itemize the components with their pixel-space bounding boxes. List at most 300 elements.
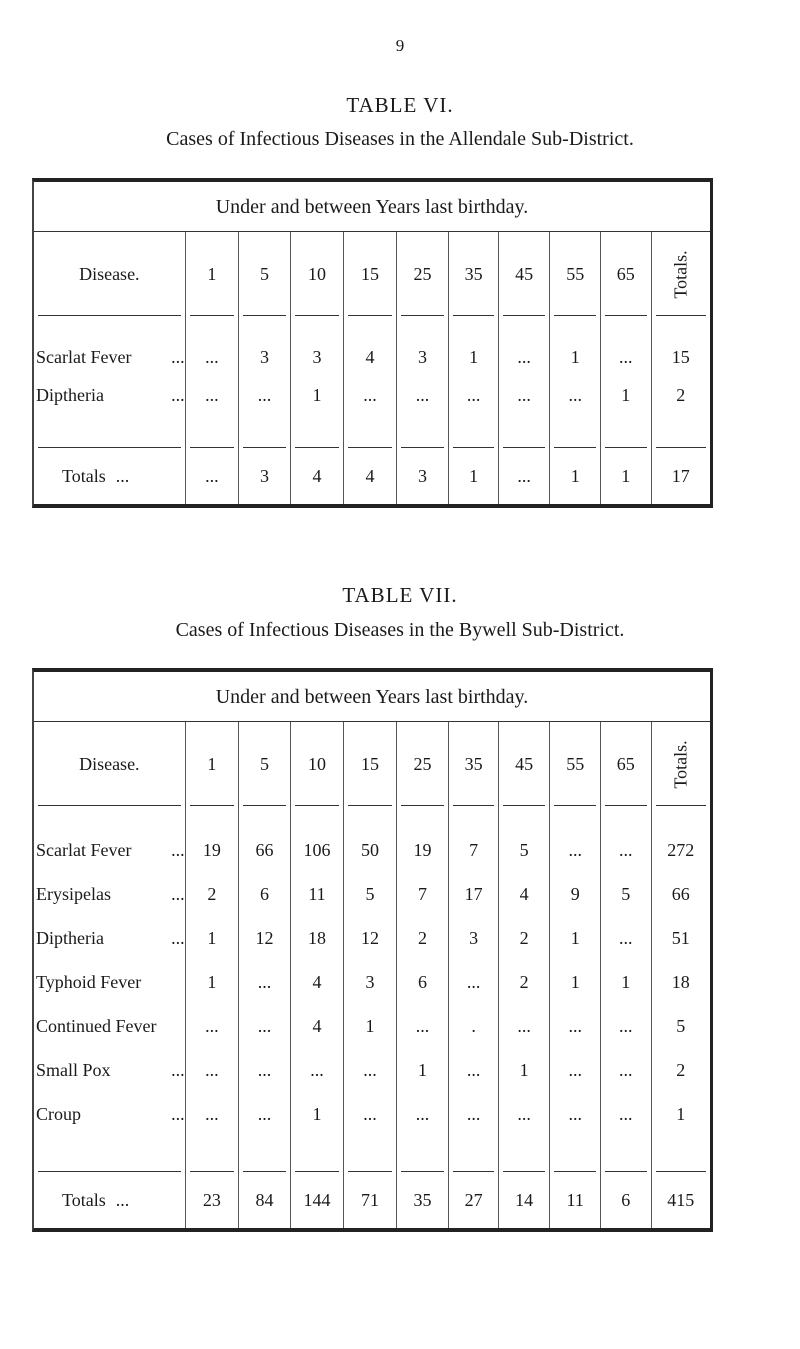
cell-value: 1 <box>469 346 479 367</box>
totals-cell <box>601 1172 651 1228</box>
cell-value: 18 <box>307 927 326 948</box>
table-cell <box>291 1092 344 1136</box>
table-cell <box>344 872 396 916</box>
cell-value: 7 <box>469 839 479 860</box>
cell-value: ... <box>257 1059 272 1080</box>
cell-value: 12 <box>361 927 380 948</box>
table-cell <box>550 828 600 872</box>
disease-name <box>34 338 185 376</box>
table6 <box>32 178 713 508</box>
table-cell <box>291 338 344 376</box>
table-cell <box>291 1004 344 1048</box>
disease-name <box>34 960 185 1004</box>
spacer <box>239 316 290 338</box>
cell-value: 2 <box>676 1059 686 1080</box>
cell-value: 66 <box>671 883 690 904</box>
table7-column <box>396 722 449 1228</box>
table7-header-label: 65 <box>616 753 635 774</box>
spacer <box>449 316 498 338</box>
cell-value: ... <box>618 839 633 860</box>
spacer <box>449 414 498 448</box>
leader-dots: ... <box>171 839 185 860</box>
total-value: 4 <box>365 465 375 486</box>
cell-value: 66 <box>255 839 274 860</box>
table6-column-header <box>499 232 550 316</box>
table-cell <box>186 828 239 872</box>
cell-value: ... <box>363 384 377 405</box>
cell-value: ... <box>517 1015 531 1036</box>
totals-rule <box>605 447 647 448</box>
total-value: 35 <box>413 1189 432 1210</box>
spacer <box>397 316 449 338</box>
total-value: 17 <box>671 465 690 486</box>
table-cell <box>652 872 710 916</box>
table-cell <box>186 960 239 1004</box>
table-cell <box>397 872 449 916</box>
table-cell <box>499 376 550 414</box>
cell-value: ... <box>618 927 633 948</box>
totals-text: Totals <box>62 465 106 486</box>
cell-value: 12 <box>255 927 274 948</box>
table-cell <box>397 1048 449 1092</box>
table6-header-label: 1 <box>207 263 217 284</box>
table6-column <box>290 232 344 504</box>
totals-cell <box>601 448 651 504</box>
table-cell <box>499 338 550 376</box>
table-cell <box>652 916 710 960</box>
table-cell <box>652 1048 710 1092</box>
total-value: 14 <box>515 1189 534 1210</box>
table6-column <box>238 232 290 504</box>
header-rule <box>503 805 546 806</box>
table-cell <box>344 376 396 414</box>
table-cell <box>449 960 498 1004</box>
table6-column-header <box>291 232 344 316</box>
total-value: 1 <box>570 465 580 486</box>
table-cell <box>344 916 396 960</box>
table-cell <box>652 828 710 872</box>
cell-value: 15 <box>671 346 690 367</box>
cell-value: 19 <box>413 839 432 860</box>
cell-value: 3 <box>312 346 322 367</box>
disease-label: Small Pox <box>36 1059 111 1080</box>
header-rule <box>348 315 392 316</box>
header-rule <box>605 805 647 806</box>
table-cell <box>601 1092 651 1136</box>
table-cell <box>499 960 550 1004</box>
totals-cell <box>344 448 396 504</box>
table-cell <box>499 1048 550 1092</box>
page-number: 9 <box>395 36 405 55</box>
cell-value: ... <box>618 1103 633 1124</box>
spacer <box>601 414 651 448</box>
cell-value: ... <box>205 384 219 405</box>
totals-cell <box>550 448 600 504</box>
table6-title: TABLE VI. <box>346 93 454 117</box>
cell-value: 1 <box>621 971 631 992</box>
cell-value: 3 <box>418 346 428 367</box>
totals-cell <box>291 448 344 504</box>
table-cell <box>449 338 498 376</box>
cell-value: 7 <box>418 883 428 904</box>
totals-cell <box>397 1172 449 1228</box>
table-cell <box>652 338 710 376</box>
table-cell <box>239 1004 290 1048</box>
total-value: 11 <box>566 1189 584 1210</box>
table6-column-header <box>186 232 239 316</box>
table6-column <box>34 232 185 504</box>
table7-header-label: 5 <box>259 753 269 774</box>
table-cell <box>550 1004 600 1048</box>
leader-dots: ... <box>171 384 185 405</box>
table-cell <box>550 1048 600 1092</box>
cell-value: 1 <box>676 1103 686 1124</box>
table6-column <box>343 232 396 504</box>
table7-subtitle: Cases of Infectious Diseases in the Bywell Sub-District. <box>175 619 625 641</box>
table7-column-header <box>499 722 550 806</box>
spacer <box>601 316 651 338</box>
spacer <box>550 806 600 828</box>
table7-grid <box>34 722 710 1228</box>
cell-value: ... <box>257 1015 272 1036</box>
table-cell <box>499 828 550 872</box>
total-value: 27 <box>464 1189 483 1210</box>
table6-heading: Under and between Years last birthday. <box>34 182 710 232</box>
cell-value: 4 <box>312 971 322 992</box>
table-cell <box>186 338 239 376</box>
table-cell <box>601 1048 651 1092</box>
totals-cell <box>449 1172 498 1228</box>
cell-value: . <box>471 1015 476 1036</box>
table7-column <box>549 722 600 1228</box>
total-value: 144 <box>303 1189 331 1210</box>
spacer <box>291 316 344 338</box>
table-cell <box>239 1092 290 1136</box>
table-cell <box>449 916 498 960</box>
spacer <box>550 1136 600 1172</box>
spacer <box>397 1136 449 1172</box>
table7-column-header <box>550 722 600 806</box>
cell-value: ... <box>466 1103 481 1124</box>
table7-column <box>498 722 550 1228</box>
header-rule <box>243 315 286 316</box>
table-cell <box>291 916 344 960</box>
table7-header-label: Totals. <box>670 739 691 789</box>
totals-rule <box>190 1171 235 1172</box>
table7-header-label: Disease. <box>79 753 140 774</box>
table-cell <box>550 338 600 376</box>
table7-header-label: 55 <box>566 753 585 774</box>
table-cell <box>397 338 449 376</box>
table-cell <box>449 1048 498 1092</box>
totals-rule <box>554 1171 596 1172</box>
table6-column <box>651 232 710 504</box>
table-cell <box>601 376 651 414</box>
spacer <box>239 806 290 828</box>
table7-column-header <box>34 722 185 806</box>
totals-cell <box>652 448 710 504</box>
table6-header-label: 55 <box>566 263 585 284</box>
totals-cell <box>499 1172 550 1228</box>
cell-value: 4 <box>365 346 375 367</box>
spacer <box>397 806 449 828</box>
totals-rule <box>243 447 286 448</box>
cell-value: 51 <box>671 927 690 948</box>
spacer <box>34 806 185 828</box>
totals-rule <box>243 1171 286 1172</box>
table-cell <box>291 872 344 916</box>
header-rule <box>38 805 181 806</box>
leader-dots: ... <box>171 1103 185 1124</box>
leader-dots: ... <box>115 465 130 486</box>
spacer <box>499 1136 550 1172</box>
disease-label: Scarlat Fever <box>36 346 132 367</box>
cell-value: 2 <box>519 971 529 992</box>
table-cell <box>239 1048 290 1092</box>
cell-value: 3 <box>259 346 269 367</box>
table-cell <box>397 828 449 872</box>
cell-value: 6 <box>259 883 269 904</box>
leader-dots: ... <box>171 883 185 904</box>
header-rule <box>453 805 494 806</box>
disease-label: Typhoid Fever <box>36 971 142 992</box>
disease-name <box>34 376 185 414</box>
disease-name <box>34 1092 185 1136</box>
header-rule <box>503 315 546 316</box>
table6-column-header <box>34 232 185 316</box>
cell-value: ... <box>618 346 633 367</box>
totals-label <box>34 448 185 504</box>
table6-header-label: 35 <box>464 263 483 284</box>
spacer <box>652 414 710 448</box>
header-rule <box>605 315 647 316</box>
disease-label: Diptheria <box>36 927 104 948</box>
table6-column-header <box>449 232 498 316</box>
totals-cell <box>397 448 449 504</box>
cell-value: 5 <box>365 883 375 904</box>
totals-rule <box>38 1171 181 1172</box>
spacer <box>449 806 498 828</box>
spacer <box>34 1136 185 1172</box>
table-cell <box>239 338 290 376</box>
table6-header-label: 10 <box>307 263 326 284</box>
total-value: 3 <box>418 465 428 486</box>
cell-value: 1 <box>207 927 217 948</box>
cell-value: ... <box>257 384 272 405</box>
totals-rule <box>348 1171 392 1172</box>
totals-rule <box>38 447 181 448</box>
disease-label: Scarlat Fever <box>36 839 132 860</box>
total-value: 23 <box>202 1189 221 1210</box>
spacer <box>291 1136 344 1172</box>
cell-value: 1 <box>570 346 580 367</box>
cell-value: ... <box>466 971 481 992</box>
table-cell <box>291 376 344 414</box>
cell-value: 4 <box>519 883 529 904</box>
cell-value: ... <box>568 839 582 860</box>
table6-header-label: 45 <box>515 263 534 284</box>
table6-column <box>600 232 651 504</box>
table-cell <box>239 916 290 960</box>
cell-value: 18 <box>671 971 690 992</box>
table7-header-label: 45 <box>515 753 534 774</box>
cell-value: 9 <box>570 883 580 904</box>
cell-value: 2 <box>207 883 217 904</box>
table-cell <box>186 376 239 414</box>
totals-rule <box>348 447 392 448</box>
table-cell <box>239 960 290 1004</box>
total-value: 71 <box>361 1189 380 1210</box>
table-cell <box>344 828 396 872</box>
cell-value: ... <box>517 384 531 405</box>
totals-cell <box>239 1172 290 1228</box>
table6-column-header <box>601 232 651 316</box>
disease-label: Diptheria <box>36 384 104 405</box>
disease-label: Erysipelas <box>36 883 111 904</box>
table-cell <box>550 872 600 916</box>
table-cell <box>449 1004 498 1048</box>
table-cell <box>397 916 449 960</box>
table7-column-header <box>601 722 651 806</box>
cell-value: ... <box>568 384 582 405</box>
total-value: 3 <box>259 465 269 486</box>
spacer <box>449 1136 498 1172</box>
totals-rule <box>453 447 494 448</box>
table7-heading: Under and between Years last birthday. <box>34 672 710 722</box>
table7-column <box>448 722 498 1228</box>
table7-column <box>34 722 185 1228</box>
table7-column-header <box>652 722 710 806</box>
header-rule <box>190 315 235 316</box>
totals-cell <box>186 448 239 504</box>
spacer <box>186 414 239 448</box>
totals-cell <box>239 448 290 504</box>
header-rule <box>38 315 181 316</box>
table-cell <box>186 1048 239 1092</box>
cell-value: 17 <box>464 883 483 904</box>
table-cell <box>344 1092 396 1136</box>
totals-text: Totals <box>62 1189 106 1210</box>
spacer <box>186 316 239 338</box>
cell-value: ... <box>568 1059 582 1080</box>
table6-column-header <box>652 232 710 316</box>
header-rule <box>190 805 235 806</box>
totals-rule <box>401 447 445 448</box>
cell-value: 4 <box>312 1015 322 1036</box>
spacer <box>34 316 185 338</box>
header-rule <box>401 315 445 316</box>
disease-label: Continued Fever <box>36 1015 157 1036</box>
spacer <box>652 316 710 338</box>
table-cell <box>449 376 498 414</box>
table-cell <box>449 872 498 916</box>
disease-name <box>34 1004 185 1048</box>
cell-value: 6 <box>418 971 428 992</box>
header-rule <box>401 805 445 806</box>
table7-column-header <box>239 722 290 806</box>
table-cell <box>499 1004 550 1048</box>
totals-rule <box>656 447 706 448</box>
cell-value: 50 <box>361 839 380 860</box>
table6-column-header <box>344 232 396 316</box>
cell-value: ... <box>568 1103 582 1124</box>
table-cell <box>186 916 239 960</box>
cell-value: 1 <box>365 1015 375 1036</box>
table7-column <box>651 722 710 1228</box>
leader-dots: ... <box>171 927 185 948</box>
spacer <box>344 316 396 338</box>
total-value: ... <box>517 465 531 486</box>
cell-value: ... <box>257 1103 272 1124</box>
table-cell <box>344 338 396 376</box>
spacer <box>550 316 600 338</box>
totals-rule <box>295 447 340 448</box>
table-cell <box>344 960 396 1004</box>
table-cell <box>652 376 710 414</box>
cell-value: 1 <box>312 384 322 405</box>
table-cell <box>397 1092 449 1136</box>
cell-value: 5 <box>519 839 529 860</box>
header-rule <box>348 805 392 806</box>
total-value: 84 <box>255 1189 274 1210</box>
cell-value: ... <box>415 384 430 405</box>
table-cell <box>652 1004 710 1048</box>
table6-column <box>396 232 449 504</box>
header-rule <box>243 805 286 806</box>
table6-header-label: 65 <box>616 263 635 284</box>
spacer <box>499 414 550 448</box>
table6-grid <box>34 232 710 504</box>
table-cell <box>601 872 651 916</box>
table7-column-header <box>291 722 344 806</box>
totals-cell <box>291 1172 344 1228</box>
header-rule <box>453 315 494 316</box>
table-cell <box>550 1092 600 1136</box>
totals-rule <box>190 447 235 448</box>
header-rule <box>656 805 706 806</box>
table-cell <box>652 1092 710 1136</box>
cell-value: 5 <box>676 1015 686 1036</box>
cell-value: 2 <box>676 384 686 405</box>
table7-column <box>290 722 344 1228</box>
cell-value: ... <box>466 1059 481 1080</box>
table-cell <box>397 960 449 1004</box>
table7-header-label: 1 <box>207 753 217 774</box>
cell-value: 1 <box>570 971 580 992</box>
disease-label: Croup <box>36 1103 81 1124</box>
totals-rule <box>605 1171 647 1172</box>
table-cell <box>186 872 239 916</box>
spacer <box>652 1136 710 1172</box>
header-rule <box>554 805 596 806</box>
total-value: 1 <box>469 465 479 486</box>
table-cell <box>291 1048 344 1092</box>
table7-column-header <box>344 722 396 806</box>
totals-cell <box>652 1172 710 1228</box>
spacer <box>499 316 550 338</box>
totals-rule <box>295 1171 340 1172</box>
table7-header-label: 35 <box>464 753 483 774</box>
cell-value: ... <box>618 1059 633 1080</box>
table6-column <box>185 232 239 504</box>
table-cell <box>344 1048 396 1092</box>
totals-cell <box>499 448 550 504</box>
header-rule <box>554 315 596 316</box>
table-cell <box>239 376 290 414</box>
table-cell <box>291 828 344 872</box>
totals-rule <box>401 1171 445 1172</box>
cell-value: ... <box>517 1103 531 1124</box>
